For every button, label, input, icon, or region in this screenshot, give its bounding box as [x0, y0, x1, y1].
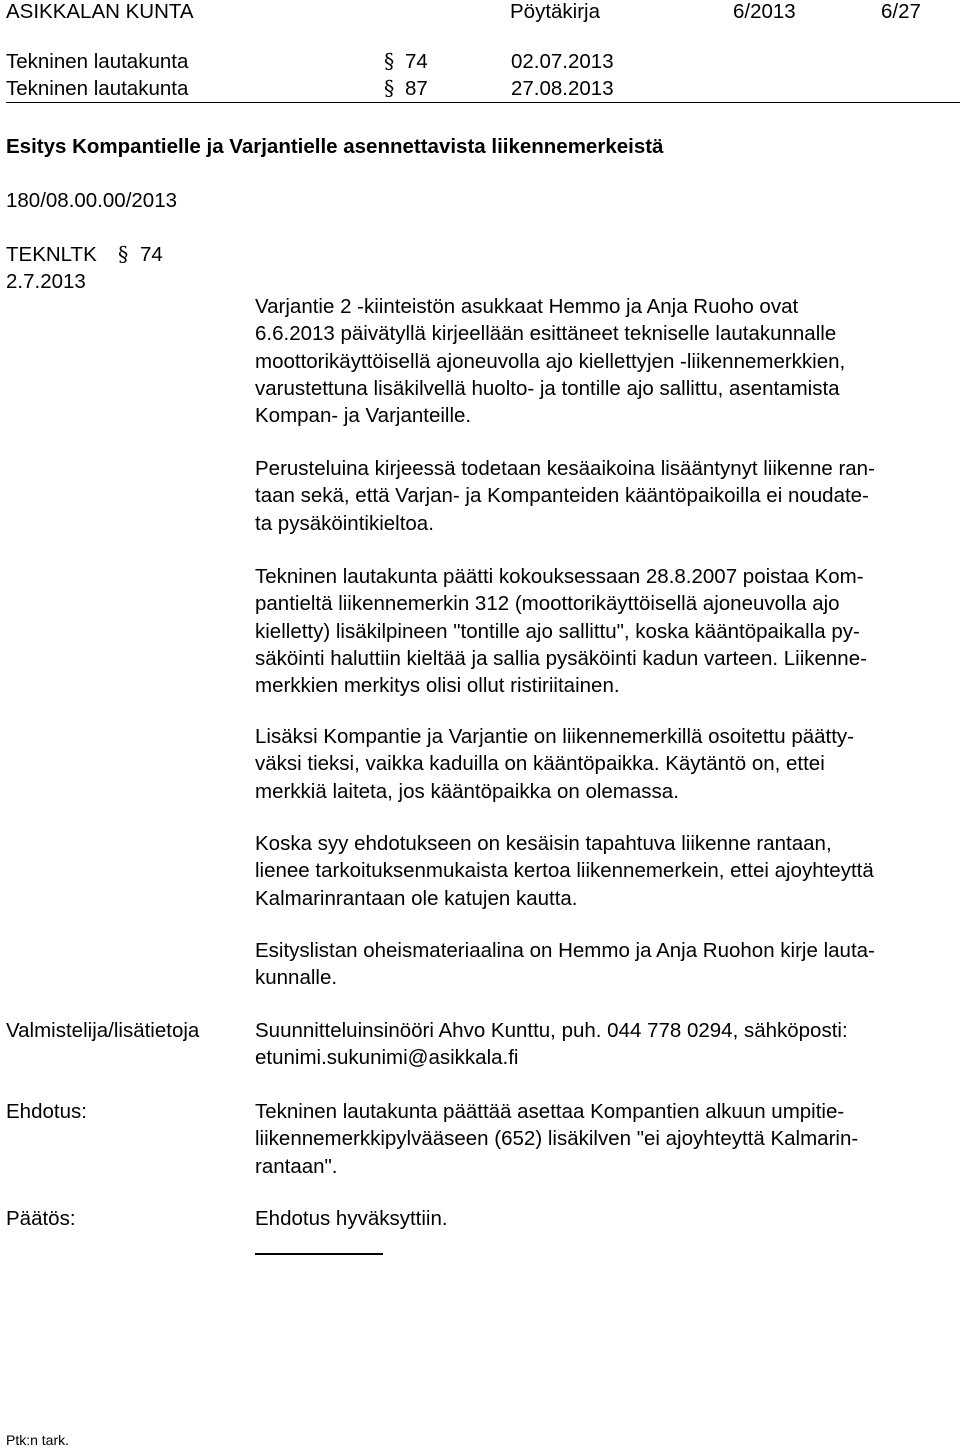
- paragraph-1: Varjantie 2 -kiinteistön asukkaat Hemmo ja Anja Ruoho ovat 6.6.2013 päivätyllä kirjeellään esittäneet tekniselle lautakunnalle moottorikäyttöisellä ajoneuvolla ajo kiellettyjen -liikennemerkkien, varustettuna lisäkilvellä huolto- ja tontille ajo sallittu, asentamista Kompan- ja Varjanteille.: [255, 295, 846, 428]
- proposal-text: Tekninen lautakunta päättää asettaa Kompantien alkuun umpitie- liikennemerkkipylvääseen (652) lisäkilven "ei ajoyhteyttä Kalmarin- rantaan".: [255, 1100, 859, 1178]
- proposal-label: Ehdotus:: [6, 1100, 87, 1123]
- section-sign-icon: §: [384, 76, 395, 100]
- decision-label: Päätös:: [6, 1207, 76, 1230]
- document-title: Esitys Kompantielle ja Varjantielle asennettavista liikennemerkeistä: [6, 135, 664, 158]
- preparer-label: Valmistelija/lisätietoja: [6, 1019, 200, 1042]
- paragraph-2: Perusteluina kirjeessä todetaan kesäaikoina lisääntynyt liikenne ran- taan sekä, että Varjan- ja Kompanteiden kääntöpaikoilla ei noudate- ta pysäköintikieltoa.: [255, 457, 875, 535]
- reference-number: 180/08.00.00/2013: [6, 189, 177, 212]
- meeting-number: 74: [140, 243, 163, 266]
- page-footer: Ptk:n tark.: [6, 1432, 70, 1448]
- history-body-2: Tekninen lautakunta: [6, 77, 189, 100]
- document-type: Pöytäkirja: [510, 0, 601, 23]
- history-body-1: Tekninen lautakunta: [6, 50, 189, 73]
- issue-number: 6/2013: [733, 0, 796, 23]
- history-divider: [6, 102, 960, 103]
- municipality-name: ASIKKALAN KUNTA: [6, 0, 194, 23]
- section-sign-icon: §: [384, 49, 395, 73]
- paragraph-5: Koska syy ehdotukseen on kesäisin tapahtuva liikenne rantaan, lienee tarkoituksenmukaista kertoa liikennemerkein, ettei ajoyhteyttä Kalmarinrantaan ole katujen kautta.: [255, 832, 874, 910]
- paragraph-6: Esityslistan oheismateriaalina on Hemmo ja Anja Ruohon kirje lauta- kunnalle.: [255, 939, 875, 990]
- history-number-1: 74: [405, 50, 428, 73]
- meeting-date: 2.7.2013: [6, 270, 86, 293]
- preparer-contact: Suunnitteluinsinööri Ahvo Kunttu, puh. 044 778 0294, sähköposti: etunimi.sukunimi@asikkala.fi: [255, 1019, 848, 1070]
- section-sign-icon: §: [118, 242, 129, 266]
- meeting-label: TEKNLTK: [6, 243, 97, 266]
- history-date-1: 02.07.2013: [511, 50, 614, 73]
- paragraph-3: Tekninen lautakunta päätti kokouksessaan 28.8.2007 poistaa Kom- pantieltä liikennemerkin 312 (moottorikäyttöisellä ajoneuvolla ajo kielletty) lisäkilpineen "tontille ajo sallittu", koska kääntöpaikalla py- säköinti haluttiin kieltää ja sallia pysäköinti kadun varteen. Liikenne- merkkien merkitys olisi ollut ristiriitainen.: [255, 565, 867, 698]
- page-number: 6/27: [881, 0, 921, 23]
- paragraph-4: Lisäksi Kompantie ja Varjantie on liikennemerkillä osoitettu päätty- väksi tieksi, vaikka kaduilla on kääntöpaikka. Käytäntö on, ettei merkkiä laiteta, jos kääntöpaikka on olemassa.: [255, 725, 854, 803]
- history-date-2: 27.08.2013: [511, 77, 614, 100]
- history-number-2: 87: [405, 77, 428, 100]
- decision-underline: [255, 1253, 383, 1255]
- decision-text: Ehdotus hyväksyttiin.: [255, 1207, 448, 1230]
